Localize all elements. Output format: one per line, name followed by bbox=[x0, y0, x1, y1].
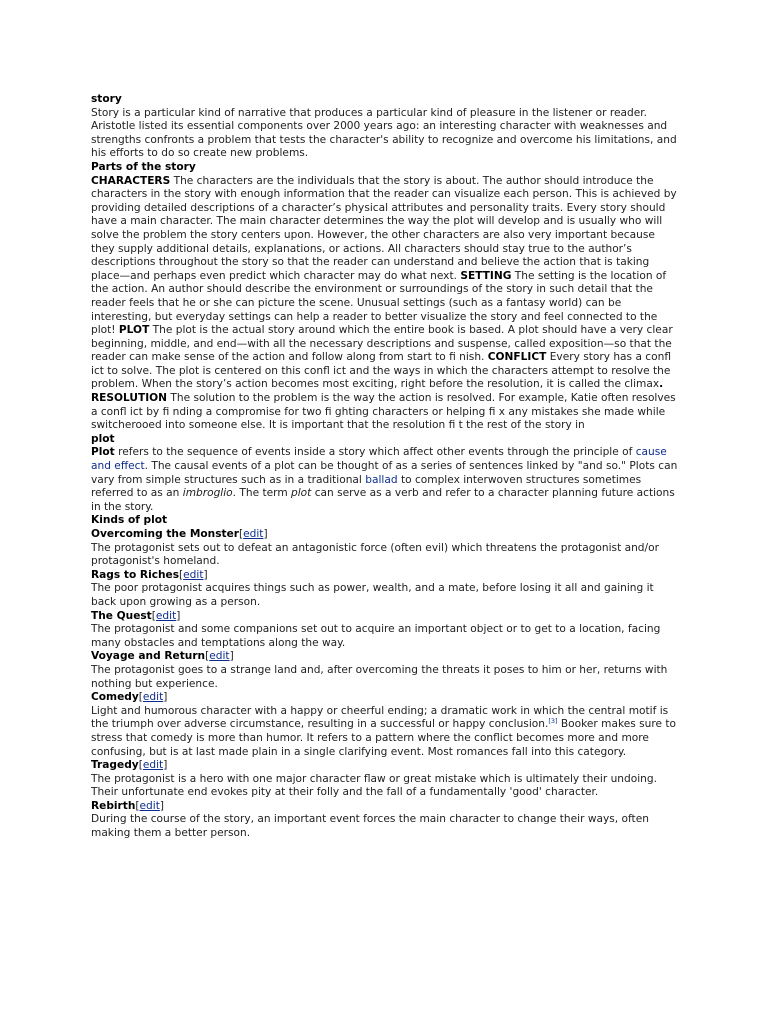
setting-label: SETTING bbox=[460, 269, 512, 282]
kind-title-text: The Quest bbox=[91, 609, 152, 622]
plot-text-2: . The causal events of a plot can be thought of as a series of sentences linked by "and so." Plots can vary from simple structures such as in a traditional bbox=[91, 460, 678, 486]
kind-description: The protagonist sets out to defeat an antagonistic force (often evil) which threatens the protagonist and/or protagonist's homeland. bbox=[91, 541, 659, 568]
plot-text-3: to complex interwoven structures sometimes referred to as an bbox=[91, 473, 642, 500]
resolution-label: . RESOLUTION bbox=[91, 378, 664, 405]
edit-link[interactable]: edit bbox=[183, 568, 204, 581]
kind-title-text: Tragedy bbox=[91, 759, 139, 772]
kind-title-text: Voyage and Return bbox=[91, 650, 206, 663]
kind-title-text: Overcoming the Monster bbox=[91, 528, 239, 540]
story-heading: story bbox=[91, 93, 122, 105]
imbroglio-term: imbroglio bbox=[182, 487, 233, 500]
kind-title-text: Rags to Riches bbox=[91, 568, 180, 581]
resolution-text: The solution to the problem is the way the action is resolved. For example, Katie often resolves a confl ict by fi nding a compromise for two fi ghting characters or helping fi x any mistakes she made while switcherooed into someone else. It is important that the resolution fi t the rest of the story in bbox=[91, 392, 676, 432]
conflict-text: Every story has a confl ict to solve. The plot is centered on this confl ict and the ways in which the characters attempt to resolve the problem. When the story’s action becomes most exciting, right before the resolution, it is called the climax bbox=[91, 351, 671, 391]
kind-title: Rags to Riches[edit] bbox=[91, 568, 208, 581]
edit-link[interactable]: edit bbox=[155, 609, 177, 622]
kind-description bbox=[91, 705, 681, 759]
kind-title-text: Comedy bbox=[91, 691, 139, 704]
characters-label: CHARACTERS bbox=[91, 174, 171, 187]
kind-description: During the course of the story, an important event forces the main character to change their ways, often making them a better person. bbox=[91, 813, 649, 840]
edit-link[interactable]: edit bbox=[142, 759, 164, 772]
footnote-link[interactable]: [3] bbox=[548, 717, 558, 726]
kind-title-text: Rebirth bbox=[91, 799, 136, 812]
story-intro: Story is a particular kind of narrative that produces a particular kind of pleasure in the listener or reader. Aristotle listed its essential components over 2000 years ago: an interesting character with weaknesses and strengths confronts a problem that tests the character's ability to recognize and overcome his limitations, and his efforts to do so create new problems. bbox=[91, 106, 677, 160]
plot-italic-term: plot bbox=[291, 487, 312, 500]
ballad-link[interactable]: ballad bbox=[365, 473, 398, 486]
plot-text-4: . The term bbox=[232, 487, 292, 500]
comedy-text: Light and humorous character with a happy or cheerful ending; a dramatic work in which the central motif is the triumph over adverse circumstance, resulting in a successful or happy conclusion. bbox=[91, 704, 669, 731]
kind-description: The protagonist and some companions set out to acquire an important object or to get to a location, facing many obstacles and temptations along the way. bbox=[91, 623, 661, 649]
plot-paragraph bbox=[91, 446, 681, 514]
characters-text: The characters are the individuals that the story is about. The author should introduce the characters in the story with enough information that the reader can visualize each person. This is achieved by providing detailed descriptions of a character’s physical attributes and personality traits. Every story should have a main character. The main character determines the way the plot will develop and is usually who will solve the problem the story centers upon. However, the other characters are also very important because they supply additional details, explanations, or actions. All characters should stay true to the author’s descriptions throughout the story so that the reader can understand and believe the action that is taking place—and perhaps even predict which character may do what next. bbox=[91, 174, 677, 282]
plot-text: The plot is the actual story around which the entire book is based. A plot should have a very clear beginning, middle, and end—with all the necessary descriptions and suspense, called exposition—so that the reader can make sense of the action and follow along from start to fi nish. bbox=[91, 324, 673, 364]
footnote-ref[interactable] bbox=[548, 717, 557, 725]
kind-title: Voyage and Return[edit] bbox=[91, 650, 234, 663]
edit-link[interactable]: edit bbox=[142, 691, 164, 704]
setting-text: The setting is the location of the action. An author should describe the environment or surroundings of the story in such detail that the reader feels that he or she can picture the scene. Unusual settings (such as a fantasy world) can be interesting, but everyday settings can help a reader to better visualize the story and feel connected to the plot! bbox=[91, 269, 667, 337]
plot-text-5: can serve as a verb and refer to a character planning future actions in the story. bbox=[91, 487, 675, 513]
edit-link[interactable]: edit bbox=[139, 799, 160, 812]
edit-link[interactable]: edit bbox=[209, 650, 230, 663]
document-body bbox=[91, 93, 681, 841]
kind-description: The protagonist goes to a strange land and, after overcoming the threats it poses to him or her, returns with nothing but experience. bbox=[91, 663, 668, 690]
plot-text-1: refers to the sequence of events inside a story which affect other events through the principle of bbox=[114, 446, 636, 459]
kind-description: The protagonist is a hero with one major character flaw or great mistake which is ultimately their undoing. Their unfortunate end evokes pity at their folly and the fall of a fundamentally 'good' character. bbox=[91, 772, 657, 799]
plot-heading: plot bbox=[91, 432, 115, 445]
kind-title: The Quest[edit] bbox=[91, 609, 181, 622]
parts-heading: Parts of the story bbox=[91, 160, 196, 173]
parts-paragraph bbox=[91, 175, 681, 433]
kind-title: Comedy[edit] bbox=[91, 691, 168, 704]
cause-and-effect-link[interactable]: cause and effect bbox=[91, 446, 667, 473]
kind-description: The poor protagonist acquires things such as power, wealth, and a mate, before losing it all and gaining it back upon growing as a person. bbox=[91, 582, 654, 608]
kind-title: Overcoming the Monster[edit] bbox=[91, 528, 268, 540]
comedy-text-after: Booker makes sure to stress that comedy is more than humor. It refers to a pattern where the conflict becomes more and more confusing, but is at last made plain in a single clarifying event. Most romances fall into this category. bbox=[91, 718, 676, 758]
kinds-heading: Kinds of plot bbox=[91, 514, 168, 527]
conflict-label: CONFLICT bbox=[487, 351, 547, 364]
kind-title: Tragedy[edit] bbox=[91, 759, 168, 772]
plot-term: Plot bbox=[91, 446, 115, 459]
kind-title: Rebirth[edit] bbox=[91, 799, 165, 812]
edit-link[interactable]: edit bbox=[243, 528, 264, 540]
plot-label: PLOT bbox=[118, 324, 150, 337]
